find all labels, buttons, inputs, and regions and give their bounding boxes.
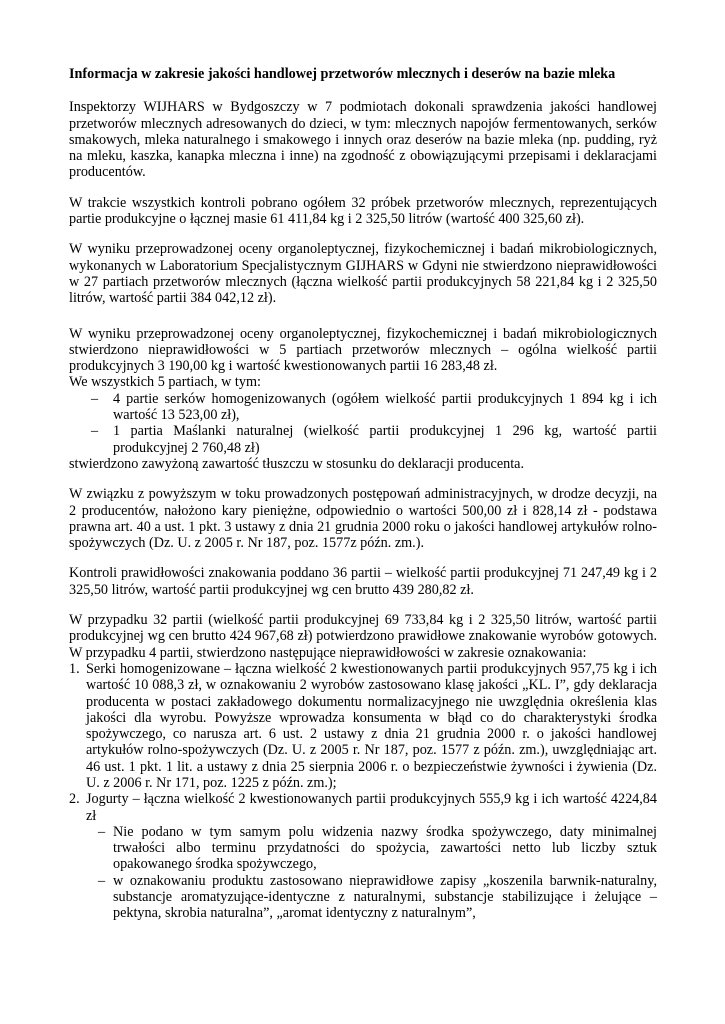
paragraph-samples: W trakcie wszystkich kontroli pobrano ogółem 32 próbek przetworów mlecznych, reprezentujących partie produkcyjne o łącznej masie 61 411,84 kg i 2 325,50 litrów (wartość 400 325,60 zł). bbox=[69, 194, 657, 228]
paragraph-no-irregularities: W wyniku przeprowadzonej oceny organoleptycznej, fizykochemicznej i badań mikrobiologicznych, wykonanych w Laboratorium Specjalistycznym GIJHARS w Gdyni nie stwierdzono nieprawidłowości w 27 partiach przetworów mlecznych (łączna wielkość partii produkcyjnych 58 221,84 kg i 2 325,50 litrów, wartość partii 384 042,12 zł). bbox=[69, 241, 657, 307]
sub-list-item: – Nie podano w tym samym polu widzenia nazwy środka spożywczego, daty minimalnej trwałości albo terminu przydatności do spożycia, zawartości netto lub liczby sztuk opakowanego środka spożywczego, bbox=[98, 824, 657, 873]
list-item bbox=[69, 661, 657, 791]
paragraph-scope: Inspektorzy WIJHARS w Bydgoszczy w 7 podmiotach dokonali sprawdzenia jakości handlowej przetworów mlecznych adresowanych do dzieci, w tym: mlecznych napojów fermentowanych, serków smakowych, mleka naturalnego i smakowego i innych oraz deserów na bazie mleka (np. pudding, ryż na mleku, kaszka, kanapka mleczna i inne) na zgodność z obowiązującymi przepisami i deklaracjami producentów. bbox=[69, 99, 657, 181]
list-item: – 4 partie serków homogenizowanych (ogółem wielkość partii produkcyjnych 1 894 kg i ich wartość 13 523,00 zł), bbox=[91, 391, 657, 424]
paragraph-irregularities: W wyniku przeprowadzonej oceny organoleptycznej, fizykochemicznej i badań mikrobiologicznych stwierdzono nieprawidłowości w 5 partiach przetworów mlecznych – ogólna wielkość partii produkcyjnych 3 190,00 kg i wartość kwestionowanych partii 16 283,48 zł. bbox=[69, 325, 657, 375]
paragraph-labeling-control: Kontroli prawidłowości znakowania poddano 36 partii – wielkość partii produkcyjnej 71 247,49 kg i 2 325,50 litrów, wartość partii produkcyjnej wg cen brutto 439 280,82 zł. bbox=[69, 565, 657, 598]
document-title: Informacja w zakresie jakości handlowej przetworów mlecznych i deserów na bazie mleka bbox=[69, 66, 616, 82]
list-item-text: Jogurty – łączna wielkość 2 kwestionowanych partii produkcyjnych 555,9 kg i ich wartość 4224,84 zł bbox=[86, 791, 657, 824]
sub-list-item: – w oznakowaniu produktu zastosowano nieprawidłowe zapisy „koszenila barwnik-naturalny, substancje aromatyzujące-identyczne z naturalnymi, substancje stabilizujące i żelujące – pektyna, skrobia naturalna”, „aromat identyczny z naturalnym”, bbox=[98, 873, 657, 922]
paragraph-penalties: W związku z powyższym w toku prowadzonych postępowań administracyjnych, w drodze decyzji, na 2 producentów, nałożono kary pieniężne, odpowiednio o wartości 500,00 zł i 828,14 zł - podstawa prawna art. 40 a ust. 1 pkt. 3 ustawy z dnia 21 grudnia 2000 roku o jakości handlowej artykułów rolno-spożywczych (Dz. U. z 2005 r. Nr 187, poz. 1577z późn. zm.). bbox=[69, 486, 657, 552]
sub-list bbox=[86, 824, 657, 922]
paragraph-labeling-results: W przypadku 32 partii (wielkość partii produkcyjnej 69 733,84 kg i 2 325,50 litrów, wartość partii produkcyjnej wg cen brutto 424 967,68 zł) potwierdzono prawidłowe znakowanie wyrobów gotowych. W przypadku 4 partii, stwierdzono następujące nieprawidłowości w zakresie oznakowania: bbox=[69, 612, 657, 661]
list-number: 2. bbox=[69, 791, 80, 808]
list-item: – 1 partia Maślanki naturalnej (wielkość partii produkcyjnej 1 296 kg, wartość partii produkcyjnej 2 760,48 zł) bbox=[91, 423, 657, 456]
list-item-text: Serki homogenizowane – łączna wielkość 2 kwestionowanych partii produkcyjnych 957,75 kg i ich wartość 10 088,3 zł, w oznakowaniu 2 wyrobów zastosowano klasę jakości „KL. I”, gdy deklaracja producenta w postaci zakładowego dokumentu normalizacyjnego nie uwzględnia określenia klas jakości dla wyrobu. Powyższe wprowadza konsumenta w błąd co do charakterystyki środka spożywczego, co narusza art. 6 ust. 2 ustawy z dnia 21 grudnia 2000 r. o jakości handlowej artykułów rolno-spożywczych (Dz. U. z 2005 r. Nr 187, poz. 1577 z późn. zm.), uwzględniając art. 46 ust. 1 pkt. 1 lit. a ustawy z dnia 25 sierpnia 2006 r. o bezpieczeństwie żywności i żywienia (Dz. U. z 2006 r. Nr 171, poz. 1225 z późn. zm.); bbox=[86, 660, 657, 791]
labeling-irregularities-list bbox=[69, 661, 657, 922]
paragraph-irregularities-outro: stwierdzono zawyżoną zawartość tłuszczu w stosunku do deklaracji producenta. bbox=[69, 455, 525, 472]
list-number: 1. bbox=[69, 660, 80, 677]
document-page bbox=[69, 66, 657, 922]
irregularities-list bbox=[69, 391, 657, 456]
list-item bbox=[69, 791, 657, 921]
paragraph-irregularities-intro: We wszystkich 5 partiach, w tym: bbox=[69, 374, 261, 391]
